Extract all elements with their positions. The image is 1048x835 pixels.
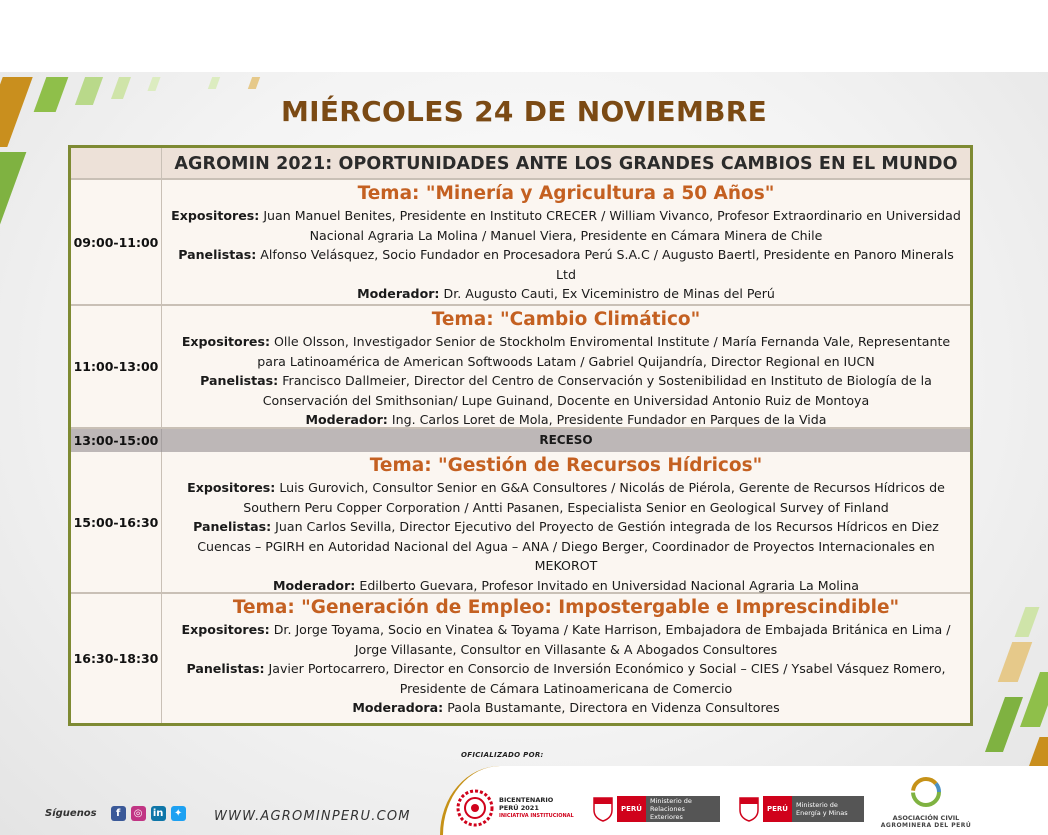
session-theme: Tema: "Minería y Agricultura a 50 Años" <box>357 183 775 204</box>
bicentenario-emblem-icon <box>455 788 495 828</box>
ministry-name: Ministerio de Relaciones Exteriores <box>646 796 720 822</box>
website-link[interactable]: WWW.AGROMINPERU.COM <box>214 809 411 824</box>
break-row <box>71 429 970 452</box>
bicentenario-logo <box>455 788 574 828</box>
session-content <box>162 594 970 723</box>
peru-label: PERÚ <box>617 796 646 822</box>
panelists-line: Panelistas: Juan Carlos Sevilla, Director Ejecutivo del Proyecto de Gestión integrada de los Recursos Hídricos en Diez Cuencas – PGIRH en Autoridad Nacional del Agua – ANA / Diego Berger, Coordinador de Proyectos Internacionales en MEKOROT <box>193 519 939 574</box>
peru-label: PERÚ <box>763 796 792 822</box>
decor-stripe <box>998 642 1033 682</box>
decor-stripe <box>147 77 160 91</box>
association-text: AGROMINERA DEL PERÚ <box>880 822 972 829</box>
session-theme: Tema: "Cambio Climático" <box>431 309 701 330</box>
speakers-line: Expositores: Juan Manuel Benites, Presidente en Instituto CRECER / William Vivanco, Profesor Extraordinario en Universidad Nacional Agraria La Molina / Manuel Viera, Presidente en Cámara Minera de Chile <box>171 208 961 243</box>
break-time: 13:00-15:00 <box>71 429 162 452</box>
facebook-icon[interactable]: f <box>111 806 126 821</box>
minem-logo <box>738 796 864 822</box>
session-time: 09:00-11:00 <box>71 180 162 304</box>
decor-stripe <box>1015 607 1040 637</box>
instagram-icon[interactable]: ◎ <box>131 806 146 821</box>
session-content <box>162 452 970 592</box>
session-row <box>71 306 970 429</box>
agenda-header-row <box>71 148 970 180</box>
association-logo <box>876 774 976 830</box>
session-content <box>162 180 970 304</box>
twitter-icon[interactable]: ✦ <box>171 806 186 821</box>
peru-coat-of-arms-icon <box>592 796 614 822</box>
session-theme: Tema: "Gestión de Recursos Hídricos" <box>369 455 763 476</box>
bicentenario-text: PERÚ 2021 <box>499 804 539 812</box>
speakers-line: Expositores: Olle Olsson, Investigador Senior de Stockholm Enviromental Institute / María Fernanda Vale, Representante para Latinoamérica de American Softwoods Latam / Gabriel Quijandría, Director Regional en IUCN <box>181 334 951 369</box>
session-time: 16:30-18:30 <box>71 594 162 723</box>
official-label: OFICIALIZADO POR: <box>461 751 544 759</box>
decor-stripe <box>1020 672 1048 727</box>
social-label: Síguenos <box>45 808 97 819</box>
social-links <box>45 806 191 821</box>
moderator-line: Moderador: Ing. Carlos Loret de Mola, Presidente Fundador en Parques de la Vida <box>305 412 827 428</box>
peru-coat-of-arms-icon <box>738 796 760 822</box>
speakers-line: Expositores: Luis Gurovich, Consultor Senior en G&A Consultores / Nicolás de Piérola, Gerente de Recursos Hídricos de Southern Peru Copper Corporation / Antti Pasanen, Especialista Senior en Geological Survey of Finland <box>187 480 945 515</box>
ministry-name: Ministerio de Energía y Minas <box>792 796 864 822</box>
moderator-line: Moderadora: Paola Bustamante, Directora en Videnza Consultores <box>352 700 780 716</box>
session-row <box>71 180 970 306</box>
session-row <box>71 452 970 594</box>
decor-stripe <box>248 77 260 89</box>
panelists-line: Panelistas: Javier Portocarrero, Director en Consorcio de Inversión Económico y Social – CIES / Ysabel Vásquez Romero, Presidente de Cámara Latinoamericana de Comercio <box>186 661 946 696</box>
session-time: 15:00-16:30 <box>71 452 162 592</box>
session-row <box>71 594 970 723</box>
linkedin-icon[interactable]: in <box>151 806 166 821</box>
bicentenario-text: BICENTENARIO <box>499 796 554 804</box>
speakers-line: Expositores: Dr. Jorge Toyama, Socio en Vinatea & Toyama / Kate Harrison, Embajadora de Embajada Británica en Lima / Jorge Villasante, Consultor en Villasante & A Abogados Consultores <box>181 622 951 657</box>
session-theme: Tema: "Generación de Empleo: Impostergable e Imprescindible" <box>232 597 900 618</box>
break-label: RECESO <box>539 433 593 447</box>
decor-stripe <box>0 152 26 242</box>
moderator-line: Moderador: Dr. Augusto Cauti, Ex Viceministro de Minas del Perú <box>357 286 775 302</box>
association-emblem-icon <box>908 774 944 810</box>
session-time: 11:00-13:00 <box>71 306 162 427</box>
header-time-cell <box>71 148 162 178</box>
panelists-line: Panelistas: Alfonso Velásquez, Socio Fundador en Procesadora Perú S.A.C / Augusto Baertl, Presidente en Panoro Minerals Ltd <box>178 247 954 282</box>
association-text: ASOCIACIÓN CIVIL <box>892 814 960 822</box>
bicentenario-text: INICIATIVA INSTITUCIONAL <box>499 813 574 819</box>
cancilleria-logo <box>592 796 720 822</box>
page-title: MIÉRCOLES 24 DE NOVIEMBRE <box>280 95 768 128</box>
program-header: AGROMIN 2021: OPORTUNIDADES ANTE LOS GRANDES CAMBIOS EN EL MUNDO <box>174 154 958 174</box>
decor-stripe <box>985 697 1023 752</box>
panelists-line: Panelistas: Francisco Dallmeier, Director del Centro de Conservación y Sostenibilidad en Instituto de Biología de la Conservación del Smithsonian/ Lupe Guinand, Docente en Universidad Antonio Ruiz de Montoya <box>200 373 932 408</box>
session-content <box>162 306 970 427</box>
agenda-table <box>68 145 973 726</box>
moderator-line: Moderador: Edilberto Guevara, Profesor Invitado en Universidad Nacional Agraria La Molina <box>272 577 860 593</box>
decor-stripe <box>208 77 220 89</box>
